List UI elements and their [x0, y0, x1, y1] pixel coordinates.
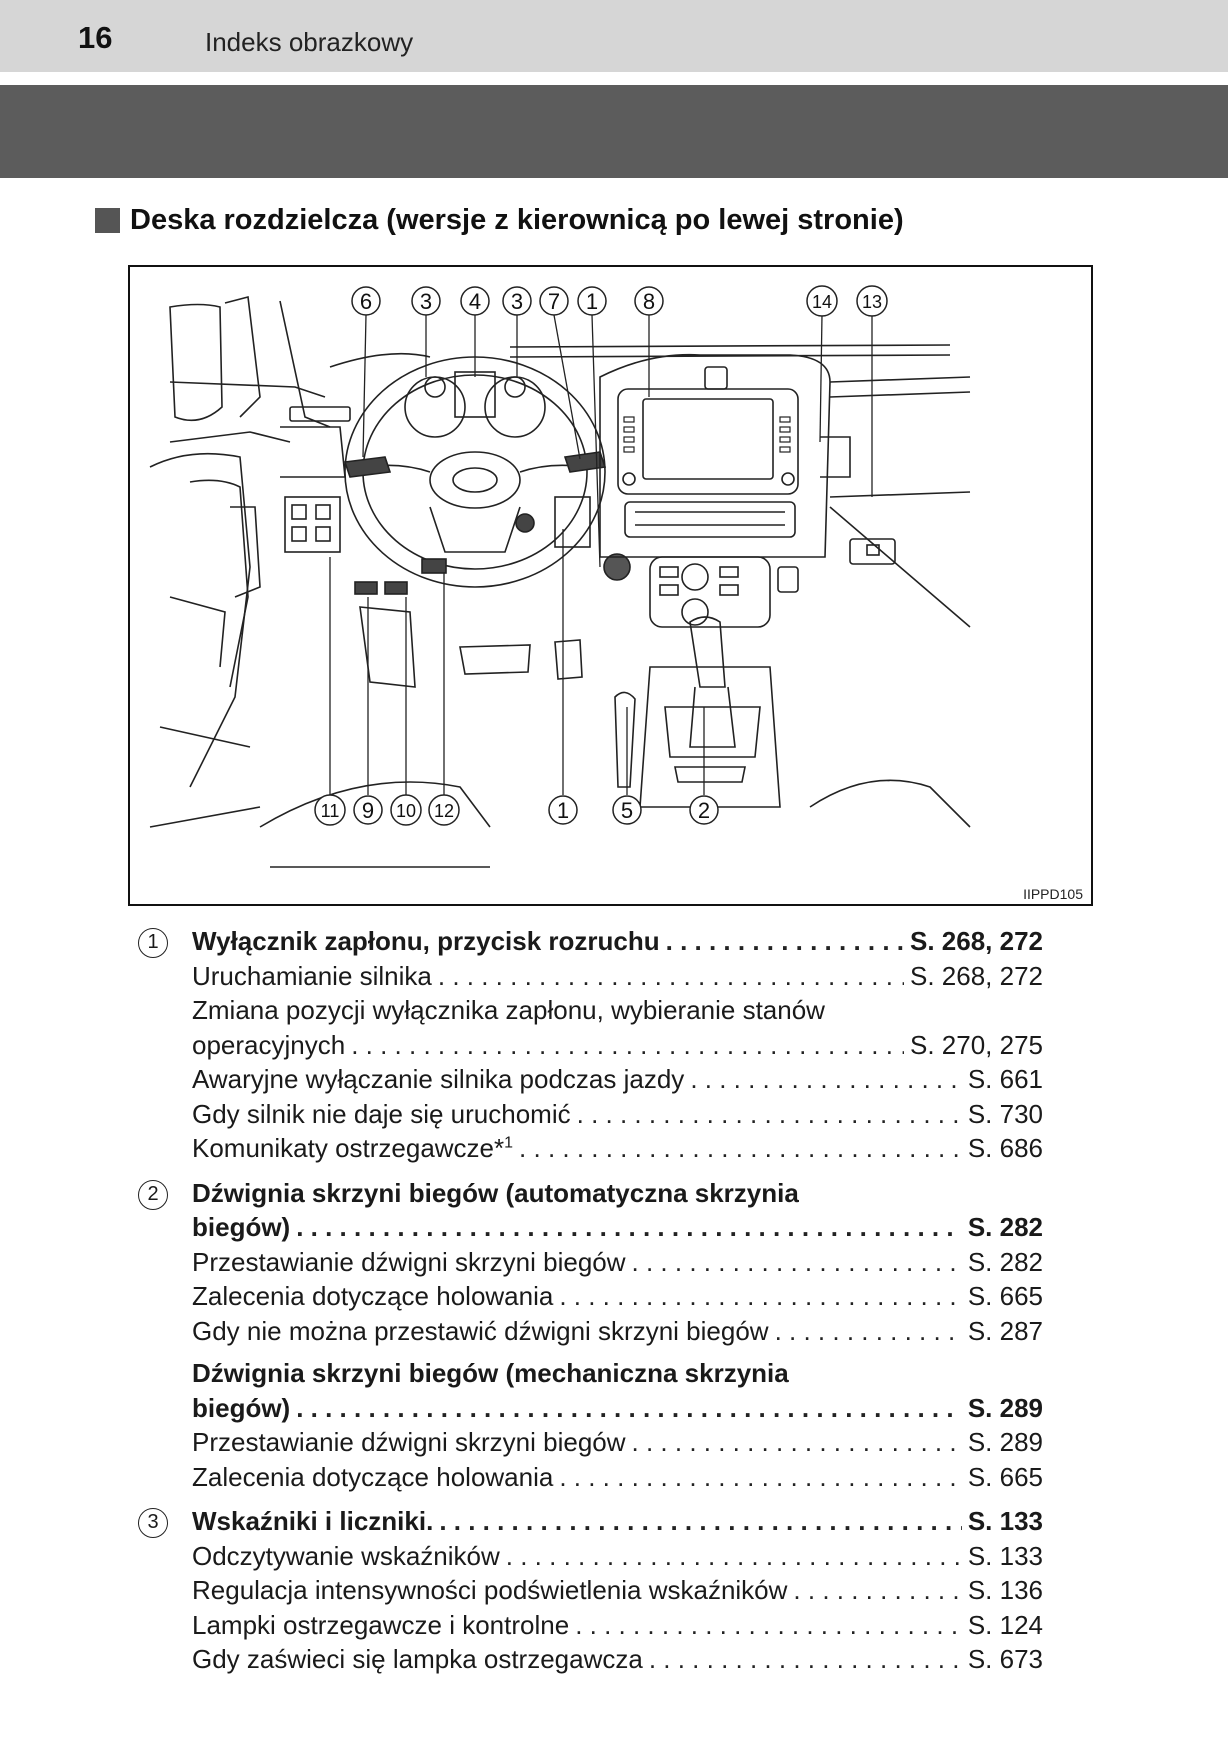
section-marker-icon	[95, 208, 120, 233]
index-entry[interactable]: Przestawianie dźwigni skrzyni biegów . . . S. 289	[192, 1425, 1043, 1460]
index-group-3	[138, 1504, 1043, 1677]
svg-text:14: 14	[811, 292, 833, 312]
index-group-2	[138, 1176, 1043, 1495]
page-number: 16	[78, 20, 113, 55]
section-title-text: Deska rozdzielcza (wersje z kierownicą po lewej stronie)	[130, 203, 904, 236]
index-entry[interactable]: Zalecenia dotyczące holowania . . . S. 665	[192, 1279, 1043, 1314]
section-title	[95, 200, 904, 240]
callout-9-bottom	[354, 796, 382, 824]
chapter-band	[0, 85, 1228, 178]
index-entry[interactable]: Gdy nie można przestawić dźwigni skrzyni biegów . . . S. 287	[192, 1314, 1043, 1349]
svg-text:2: 2	[697, 798, 711, 823]
callout-1-top	[578, 287, 606, 315]
index-list	[138, 924, 1043, 1677]
index-heading[interactable]: Wskaźniki i liczniki. . . . S. 133	[192, 1504, 1043, 1539]
dashboard-figure	[128, 265, 1093, 906]
page-header	[0, 0, 1228, 72]
index-group-1	[138, 924, 1043, 1166]
index-subheading[interactable]: biegów) . . . S. 289	[192, 1391, 1043, 1426]
svg-text:5: 5	[620, 798, 634, 823]
callout-6-top	[352, 287, 380, 315]
svg-text:3: 3	[419, 289, 433, 314]
callout-10-bottom	[391, 795, 421, 825]
svg-text:1: 1	[556, 798, 570, 823]
dashboard-drawing	[150, 297, 970, 867]
index-heading[interactable]: Wyłącznik zapłonu, przycisk rozruchu . . . S. 268, 272	[192, 924, 1043, 959]
svg-text:6: 6	[359, 289, 373, 314]
callout-8-top	[635, 287, 663, 315]
svg-text:8: 8	[642, 289, 656, 314]
item-number-badge: 2	[138, 1180, 168, 1210]
index-subheading: Dźwignia skrzyni biegów (mechaniczna skrzynia	[192, 1358, 789, 1388]
index-entry[interactable]: Gdy zaświeci się lampka ostrzegawcza . . . S. 673	[192, 1642, 1043, 1677]
figure-code: IIPPD105	[1023, 886, 1083, 902]
index-heading[interactable]: biegów) . . . S. 282	[192, 1210, 1043, 1245]
callout-3-top-a	[412, 287, 440, 315]
index-entry[interactable]: Przestawianie dźwigni skrzyni biegów . . . S. 282	[192, 1245, 1043, 1280]
callout-14-top	[807, 286, 837, 316]
index-entry[interactable]: Uruchamianie silnika . . . S. 268, 272	[192, 959, 1043, 994]
index-entry[interactable]: Komunikaty ostrzegawcze*$^1$ . . . S. 686	[192, 1131, 1043, 1166]
svg-text:10: 10	[395, 801, 417, 821]
index-entry[interactable]: operacyjnych . . . S. 270, 275	[192, 1028, 1043, 1063]
svg-text:11: 11	[320, 801, 340, 821]
callout-1-bottom	[549, 796, 577, 824]
callout-3-top-b	[503, 287, 531, 315]
index-entry[interactable]: Zalecenia dotyczące holowania . . . S. 665	[192, 1460, 1043, 1495]
index-heading: Dźwignia skrzyni biegów (automatyczna skrzynia	[192, 1177, 799, 1208]
svg-text:9: 9	[361, 798, 375, 823]
svg-text:1: 1	[585, 289, 599, 314]
index-entry[interactable]: Odczytywanie wskaźników . . . S. 133	[192, 1539, 1043, 1574]
svg-text:13: 13	[861, 292, 883, 312]
index-subgroup	[138, 1356, 1043, 1494]
svg-text:12: 12	[433, 801, 455, 821]
callout-2-bottom	[690, 796, 718, 824]
svg-text:3: 3	[510, 289, 524, 314]
callouts-top	[352, 286, 887, 316]
header-title: Indeks obrazkowy	[205, 27, 414, 57]
item-number-badge: 3	[138, 1508, 168, 1538]
svg-text:4: 4	[468, 289, 482, 314]
index-entry: Zmiana pozycji wyłącznika zapłonu, wybieranie stanów	[192, 995, 825, 1025]
svg-text:7: 7	[547, 289, 561, 314]
leader-lines	[330, 315, 872, 795]
dashboard-illustration	[130, 267, 1091, 904]
callout-13-top	[857, 286, 887, 316]
index-entry[interactable]: Awaryjne wyłączanie silnika podczas jazdy . . . S. 661	[192, 1062, 1043, 1097]
callout-5-bottom	[613, 796, 641, 824]
item-number-badge: 1	[138, 928, 168, 958]
callout-4-top	[461, 287, 489, 315]
index-entry[interactable]: Lampki ostrzegawcze i kontrolne . . . S. 124	[192, 1608, 1043, 1643]
callout-11-bottom	[315, 795, 345, 825]
index-entry[interactable]: Gdy silnik nie daje się uruchomić . . . S. 730	[192, 1097, 1043, 1132]
callout-7-top	[540, 287, 568, 315]
callout-12-bottom	[429, 795, 459, 825]
callouts-bottom	[315, 795, 718, 825]
index-entry[interactable]: Regulacja intensywności podświetlenia wskaźników . . . S. 136	[192, 1573, 1043, 1608]
